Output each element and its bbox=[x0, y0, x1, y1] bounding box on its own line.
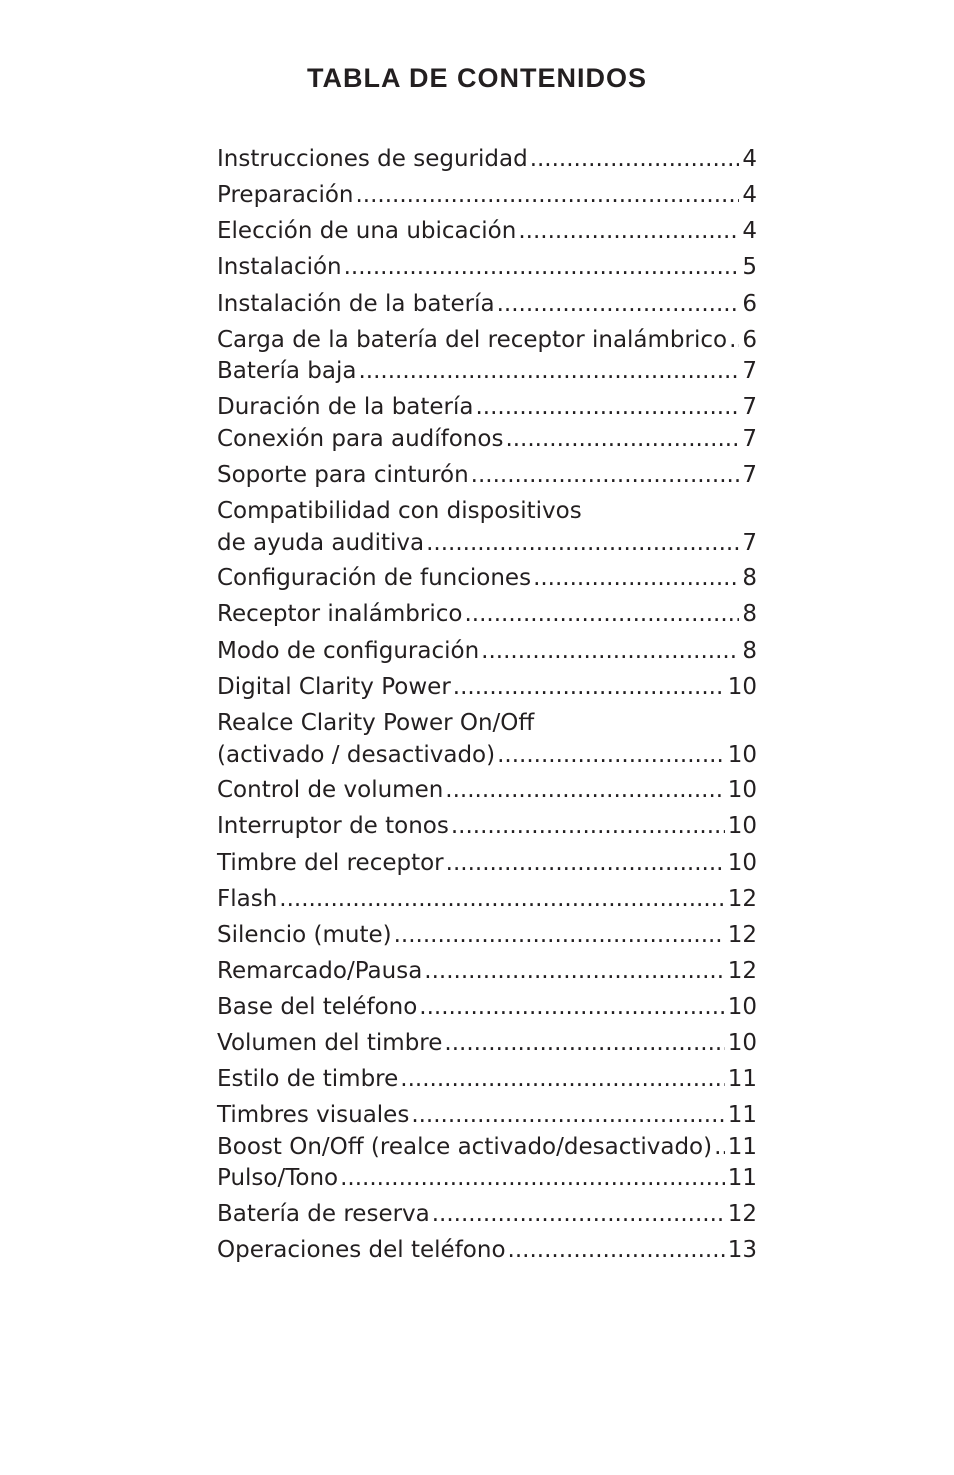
dot-leader bbox=[445, 774, 724, 806]
toc-entry-row bbox=[217, 991, 757, 1023]
toc-entry-row bbox=[217, 1027, 757, 1059]
dot-leader bbox=[419, 991, 724, 1023]
toc-entry-label: Volumen del timbre bbox=[217, 1030, 443, 1056]
toc-entry-page-number: 6 bbox=[742, 291, 757, 317]
toc-entry-label: Flash bbox=[217, 886, 278, 912]
toc-entry-row bbox=[217, 955, 757, 987]
dot-leader bbox=[471, 459, 740, 491]
toc-entry-row bbox=[217, 391, 757, 423]
dot-leader bbox=[444, 1027, 724, 1059]
toc-entry-label: Pulso/Tono bbox=[217, 1165, 339, 1191]
dot-leader bbox=[508, 1234, 725, 1266]
dot-leader bbox=[714, 1131, 725, 1163]
toc-entry-row bbox=[217, 847, 757, 879]
toc-entry-page-number: 11 bbox=[727, 1066, 757, 1092]
toc-entry-row bbox=[217, 355, 757, 387]
toc-entry-label: Remarcado/Pausa bbox=[217, 958, 423, 984]
toc-entry-row bbox=[217, 635, 757, 667]
dot-leader bbox=[453, 671, 725, 703]
toc-entry-label: Digital Clarity Power bbox=[217, 674, 451, 700]
dot-leader bbox=[394, 919, 725, 951]
dot-leader bbox=[411, 1099, 724, 1131]
toc-entry-page-number: 7 bbox=[742, 394, 757, 420]
toc-entry-row bbox=[217, 774, 757, 806]
toc-entry-page-number: 4 bbox=[742, 218, 757, 244]
toc-entry-row bbox=[217, 1234, 757, 1266]
dot-leader bbox=[518, 215, 739, 247]
toc-entry-row bbox=[217, 215, 757, 247]
toc-entry-label: Conexión para audífonos bbox=[217, 426, 504, 452]
toc-entry-page-number: 5 bbox=[742, 254, 757, 280]
toc-entry-label: Carga de la batería del receptor inalámbrico bbox=[217, 327, 728, 353]
toc-entry-label: Instalación de la batería bbox=[217, 291, 495, 317]
toc-entry-page-number: 13 bbox=[727, 1237, 757, 1263]
toc-entry bbox=[217, 1027, 757, 1059]
dot-leader bbox=[530, 143, 740, 175]
toc-entry-label: Control de volumen bbox=[217, 777, 444, 803]
toc-entry-label: Duración de la batería bbox=[217, 394, 474, 420]
toc-entry bbox=[217, 598, 757, 630]
dot-leader bbox=[400, 1063, 724, 1095]
toc-entry-row bbox=[217, 527, 757, 559]
toc-entry bbox=[217, 423, 757, 455]
dot-leader bbox=[446, 847, 725, 879]
toc-entry-label: Operaciones del teléfono bbox=[217, 1237, 506, 1263]
toc-entry-page-number: 8 bbox=[742, 638, 757, 664]
toc-entry bbox=[217, 774, 757, 806]
dot-leader bbox=[451, 810, 725, 842]
toc-entry bbox=[217, 991, 757, 1023]
toc-entry bbox=[217, 562, 757, 594]
dot-leader bbox=[358, 355, 739, 387]
toc-entry bbox=[217, 1234, 757, 1266]
toc-entry-label: Estilo de timbre bbox=[217, 1066, 399, 1092]
toc-entry-page-number: 12 bbox=[727, 1201, 757, 1227]
toc-entry-row bbox=[217, 562, 757, 594]
toc-entry bbox=[217, 671, 757, 703]
toc-entry-label: Instrucciones de seguridad bbox=[217, 146, 528, 172]
toc-entry bbox=[217, 288, 757, 320]
toc-entry-page-number: 12 bbox=[727, 886, 757, 912]
toc-entry bbox=[217, 1099, 757, 1131]
toc-entry-label: Receptor inalámbrico bbox=[217, 601, 463, 627]
toc-entry-page-number: 11 bbox=[727, 1134, 757, 1160]
toc-entry bbox=[217, 251, 757, 283]
dot-leader bbox=[279, 883, 724, 915]
toc-entry bbox=[217, 459, 757, 491]
toc-entry-row bbox=[217, 143, 757, 175]
toc-entry bbox=[217, 143, 757, 175]
dot-leader bbox=[344, 251, 740, 283]
toc-entry-page-number: 10 bbox=[727, 674, 757, 700]
toc-entry-row bbox=[217, 1198, 757, 1230]
toc-entry-page-number: 4 bbox=[742, 182, 757, 208]
toc-entry-page-number: 7 bbox=[742, 462, 757, 488]
toc-entry-label: de ayuda auditiva bbox=[217, 530, 425, 556]
dot-leader bbox=[464, 598, 739, 630]
dot-leader bbox=[424, 955, 724, 987]
toc-entry bbox=[217, 1063, 757, 1095]
toc-entry-page-number: 8 bbox=[742, 565, 757, 591]
toc-entry bbox=[217, 1198, 757, 1230]
toc-entry bbox=[217, 495, 757, 559]
toc-entry-page-number: 7 bbox=[742, 426, 757, 452]
toc-entry bbox=[217, 919, 757, 951]
toc-entry-page-number: 11 bbox=[727, 1165, 757, 1191]
toc-entry bbox=[217, 635, 757, 667]
toc-entry bbox=[217, 179, 757, 211]
toc-entry-row bbox=[217, 179, 757, 211]
dot-leader bbox=[729, 324, 739, 356]
toc-entry-label: Batería baja bbox=[217, 358, 357, 384]
toc-entry-row bbox=[217, 1162, 757, 1194]
toc-entry bbox=[217, 810, 757, 842]
toc-entry-label: Soporte para cinturón bbox=[217, 462, 469, 488]
toc-entry bbox=[217, 1131, 757, 1163]
dot-leader bbox=[505, 423, 739, 455]
toc-entry-label: Elección de una ubicación bbox=[217, 218, 517, 244]
toc-entry-page-number: 10 bbox=[727, 994, 757, 1020]
toc-entry bbox=[217, 883, 757, 915]
toc-entry-page-number: 7 bbox=[742, 358, 757, 384]
page-title: TABLA DE CONTENIDOS bbox=[307, 63, 647, 93]
toc-entry-row bbox=[217, 324, 757, 356]
toc-entry-label: Boost On/Off (realce activado/desactivado) bbox=[217, 1134, 713, 1160]
toc-entry bbox=[217, 1162, 757, 1194]
toc-entry-page-number: 11 bbox=[727, 1102, 757, 1128]
toc-entry-page-number: 12 bbox=[727, 922, 757, 948]
dot-leader bbox=[533, 562, 739, 594]
toc-entry-label: Timbres visuales bbox=[217, 1102, 410, 1128]
toc-entry-row bbox=[217, 1099, 757, 1131]
toc-entry bbox=[217, 707, 757, 771]
toc-entry-page-number: 4 bbox=[742, 146, 757, 172]
dot-leader bbox=[476, 391, 740, 423]
toc-entry-label: Instalación bbox=[217, 254, 342, 280]
toc-entry-row bbox=[217, 1131, 757, 1163]
dot-leader bbox=[481, 635, 739, 667]
toc-entry-label: Preparación bbox=[217, 182, 354, 208]
toc-entry-label: Batería de reserva bbox=[217, 1201, 430, 1227]
toc-entry-row bbox=[217, 423, 757, 455]
toc-entry-page-number: 10 bbox=[727, 742, 757, 768]
toc-entry-label-line1: Compatibilidad con dispositivos bbox=[217, 498, 582, 524]
toc-entry bbox=[217, 391, 757, 423]
toc-entry bbox=[217, 215, 757, 247]
dot-leader bbox=[356, 179, 740, 211]
toc-entry-row bbox=[217, 251, 757, 283]
toc-entry bbox=[217, 955, 757, 987]
toc-entry-page-number: 10 bbox=[727, 813, 757, 839]
toc-entry bbox=[217, 355, 757, 387]
toc-entry-row bbox=[217, 598, 757, 630]
toc-entry-page-number: 8 bbox=[742, 601, 757, 627]
toc-entry-row bbox=[217, 288, 757, 320]
toc-entry-label: Silencio (mute) bbox=[217, 922, 392, 948]
dot-leader bbox=[497, 288, 740, 320]
toc-entry-label-line1: Realce Clarity Power On/Off bbox=[217, 710, 535, 736]
toc-entry bbox=[217, 847, 757, 879]
toc-entry bbox=[217, 324, 757, 356]
toc-entry-label: (activado / desactivado) bbox=[217, 742, 496, 768]
toc-entry-label: Modo de configuración bbox=[217, 638, 480, 664]
toc-entry-page-number: 7 bbox=[742, 530, 757, 556]
toc-entry-row bbox=[217, 919, 757, 951]
dot-leader bbox=[426, 527, 739, 559]
toc-entry-row bbox=[217, 810, 757, 842]
toc-entry-row bbox=[217, 671, 757, 703]
toc-entry-row bbox=[217, 739, 757, 771]
dot-leader bbox=[340, 1162, 725, 1194]
toc-entry-page-number: 6 bbox=[742, 327, 757, 353]
toc-entry-row bbox=[217, 1063, 757, 1095]
dot-leader bbox=[497, 739, 725, 771]
toc-entry-row bbox=[217, 883, 757, 915]
toc-entry-page-number: 10 bbox=[727, 850, 757, 876]
toc-entry-page-number: 12 bbox=[727, 958, 757, 984]
toc-entry-label: Interruptor de tonos bbox=[217, 813, 449, 839]
toc-entry-row bbox=[217, 459, 757, 491]
dot-leader bbox=[432, 1198, 725, 1230]
toc-entry-label: Configuración de funciones bbox=[217, 565, 532, 591]
toc-entry-page-number: 10 bbox=[727, 777, 757, 803]
toc-entry-label: Base del teléfono bbox=[217, 994, 418, 1020]
toc-entry-label: Timbre del receptor bbox=[217, 850, 444, 876]
toc-entry-page-number: 10 bbox=[727, 1030, 757, 1056]
